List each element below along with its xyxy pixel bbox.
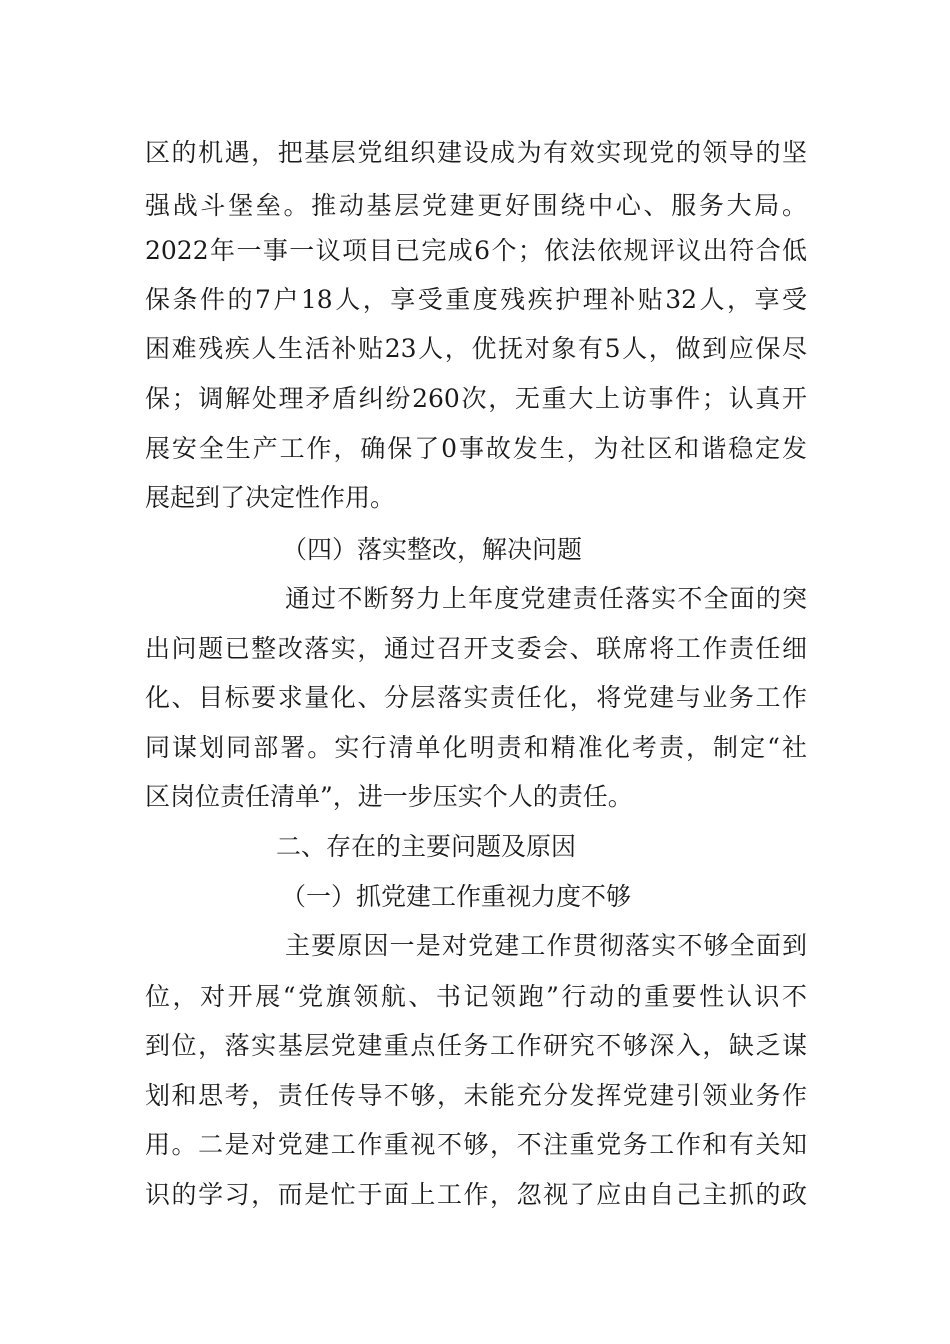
- paragraph-first-line: 主要原因一是对党建工作贯彻落实不够全面到: [285, 931, 807, 960]
- paragraph-line: 划和思考，责任传导不够，未能充分发挥党建引领业务作: [145, 1081, 807, 1110]
- paragraph-line: 区岗位责任清单”，进一步压实个人的责任。: [145, 782, 633, 811]
- paragraph-line: 展起到了决定性作用。: [145, 483, 396, 512]
- paragraph-line: 2022年一事一议项目已完成6个；依法依规评议出符合低: [145, 236, 807, 265]
- paragraph-line: 区的机遇，把基层党组织建设成为有效实现党的领导的坚: [145, 138, 807, 167]
- paragraph-line: 出问题已整改落实，通过召开支委会、联席将工作责任细: [145, 634, 807, 663]
- paragraph-first-line: 通过不断努力上年度党建责任落实不全面的突: [285, 584, 807, 613]
- section-heading: （四）落实整改，解决问题: [282, 535, 583, 564]
- paragraph-line: 强战斗堡垒。推动基层党建更好围绕中心、服务大局。: [145, 191, 807, 220]
- subsection-heading: （一）抓党建工作重视力度不够: [281, 882, 632, 911]
- paragraph-line: 位，对开展“党旗领航、书记领跑”行动的重要性认识不: [145, 982, 807, 1011]
- paragraph-line: 用。二是对党建工作重视不够，不注重党务工作和有关知: [145, 1130, 807, 1159]
- paragraph-line: 识的学习，而是忙于面上工作，忽视了应由自己主抓的政: [145, 1180, 807, 1209]
- paragraph-line: 化、目标要求量化、分层落实责任化，将党建与业务工作: [145, 683, 807, 712]
- paragraph-line: 保条件的7户18人，享受重度残疾护理补贴32人，享受: [145, 285, 807, 314]
- section-heading: 二、存在的主要问题及原因: [276, 832, 577, 861]
- paragraph-line: 困难残疾人生活补贴23人，优抚对象有5人，做到应保尽: [145, 334, 807, 363]
- paragraph-line: 同谋划同部署。实行清单化明责和精准化考责，制定“社: [145, 733, 807, 762]
- paragraph-line: 保；调解处理矛盾纠纷260次，无重大上访事件；认真开: [145, 384, 807, 413]
- paragraph-line: 到位，落实基层党建重点任务工作研究不够深入，缺乏谋: [145, 1031, 807, 1060]
- paragraph-line: 展安全生产工作，确保了0事故发生，为社区和谐稳定发: [145, 434, 807, 463]
